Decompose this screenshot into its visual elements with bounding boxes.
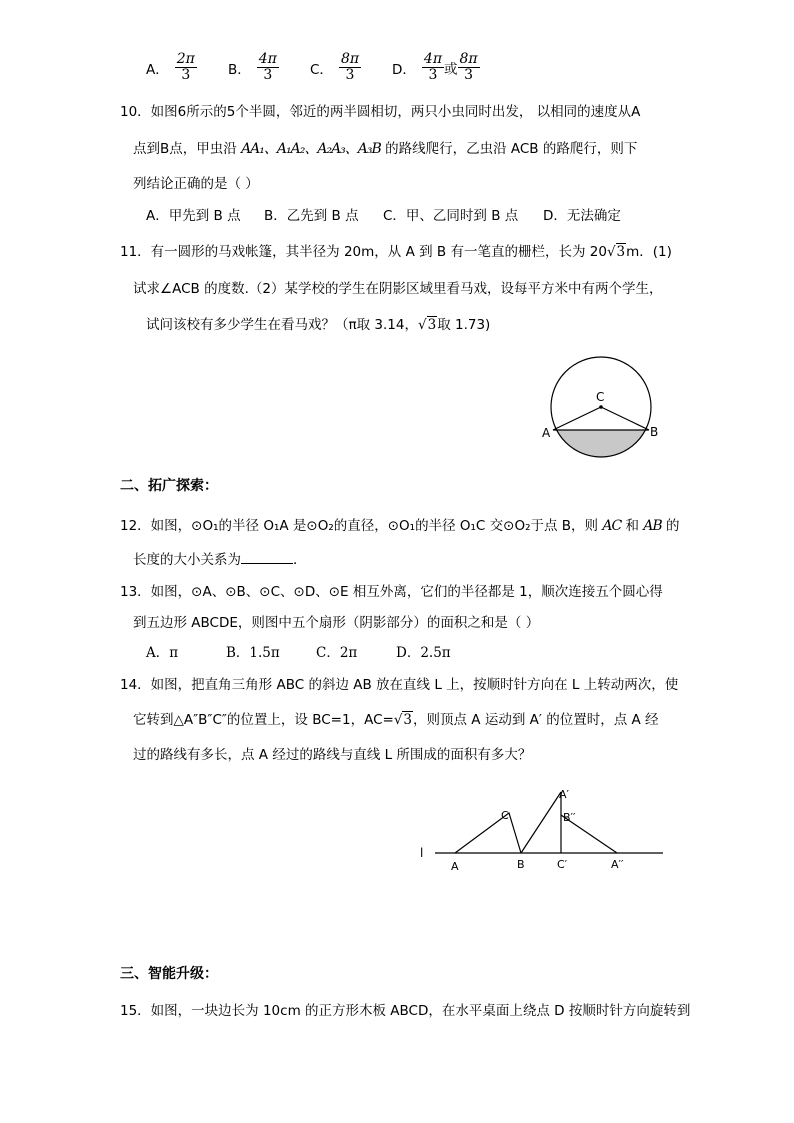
q13-line2: 到五边形 ABCDE，则图中五个扇形（阴影部分）的面积之和是（ ） (133, 615, 540, 631)
q11-line2: 试求∠ACB 的度数.（2）某学校的学生在阴影区域里看马戏，设每平方米中有两个学生， (133, 281, 663, 297)
q10-option-a: A．甲先到 B 点 (146, 208, 241, 224)
q9-option-a: A． $\frac{2\pi}{3}$ (146, 51, 195, 83)
q11-line1: 11．有一圆形的马戏帐篷，其半径为 20m，从 A 到 B 有一笔直的栅栏，长为 20√3m．(1) (120, 244, 672, 260)
q9-option-c: C． $\frac{8\pi}{3}$ (310, 51, 360, 83)
q10-line3: 列结论正确的是（ ） (133, 176, 259, 192)
q10-arc-path: AA₁、A₁A₂、A₂A₃、A₃B (241, 141, 381, 157)
q14-line2: 它转到△A″B″C″的位置上，设 BC=1，AC=√3，则顶点 A 运动到 A′ 的位置时，点 A 经 (133, 712, 659, 728)
label-b: B (650, 425, 659, 439)
arc-ac: AC (602, 518, 622, 534)
answer-blank (241, 551, 293, 564)
label-a-prime: A′ (559, 788, 570, 801)
triangle-abc (455, 813, 521, 853)
q10-option-b: B．乙先到 B 点 (264, 208, 359, 224)
label-l: l (420, 846, 424, 860)
q11-circle-figure (530, 350, 680, 465)
q15-line1: 15．如图，一块边长为 10cm 的正方形木板 ABCD，在水平桌面上绕点 D 按顺时针方向旋转到 (120, 1003, 691, 1019)
center-point (599, 405, 603, 409)
q12-line2: 长度的大小关系为 ． (133, 552, 307, 568)
q14-line1: 14．如图，把直角三角形 ABC 的斜边 AB 放在直线 L 上，按顺时针方向在 L 上转动两次，使 (120, 677, 679, 693)
section3-heading: 三、智能升级： (120, 966, 218, 982)
q13-line1: 13．如图，⊙A、⊙B、⊙C、⊙D、⊙E 相互外离，它们的半径都是 1，顺次连接五个圆心得 (120, 584, 663, 600)
q10-line1: 10．如图6所示的5个半圆，邻近的两半圆相切，两只小虫同时出发， 以相同的速度从A (120, 104, 641, 120)
q13-option-a: A．π (146, 645, 179, 661)
arc-ab: AB (643, 518, 662, 534)
q14-line3: 过的路线有多长，点 A 经过的路线与直线 L 所围成的面积有多大？ (133, 747, 532, 763)
label-c: C (501, 809, 509, 822)
q13-option-d: D．2.5π (396, 645, 451, 661)
side-ba (521, 792, 561, 853)
q9-option-b: B． $\frac{4\pi}{3}$ (228, 51, 277, 83)
q11-line3: 试问该校有多少学生在看马戏？（π取 3.14，√3取 1.73) (146, 317, 491, 333)
section2-heading: 二、拓广探索： (120, 478, 218, 494)
q10-option-c: C．甲、乙同时到 B 点 (383, 208, 519, 224)
q10-option-d: D．无法确定 (543, 208, 621, 224)
label-c: C (596, 390, 605, 404)
label-c-prime: C′ (557, 858, 568, 871)
q10-line2: 点到B点，甲虫沿 AA₁、A₁A₂、A₂A₃、A₃B 的路线爬行，乙虫沿 ACB 的路爬行，则下 (133, 141, 638, 157)
q12-line1: 12．如图，⊙O₁的半径 O₁A 是⊙O₂的直径，⊙O₁的半径 O₁C 交⊙O₂于点 B，则 AC 和 AB 的 (120, 518, 680, 534)
label-a-double-prime: A′′ (611, 858, 624, 871)
radius-ca (553, 407, 601, 430)
label-a: A (451, 860, 459, 873)
label-b-double-prime: B′′ (563, 811, 576, 824)
label-a: A (542, 426, 551, 440)
q13-option-c: C．2π (316, 645, 358, 661)
q14-triangle-figure (415, 780, 675, 880)
q13-option-b: B．1.5π (226, 645, 280, 661)
label-b: B (517, 858, 525, 871)
radius-cb (601, 407, 649, 430)
q9-option-d: D． $\frac{4\pi}{3}$ 或 $\frac{8\pi}{3}$ (392, 51, 478, 83)
